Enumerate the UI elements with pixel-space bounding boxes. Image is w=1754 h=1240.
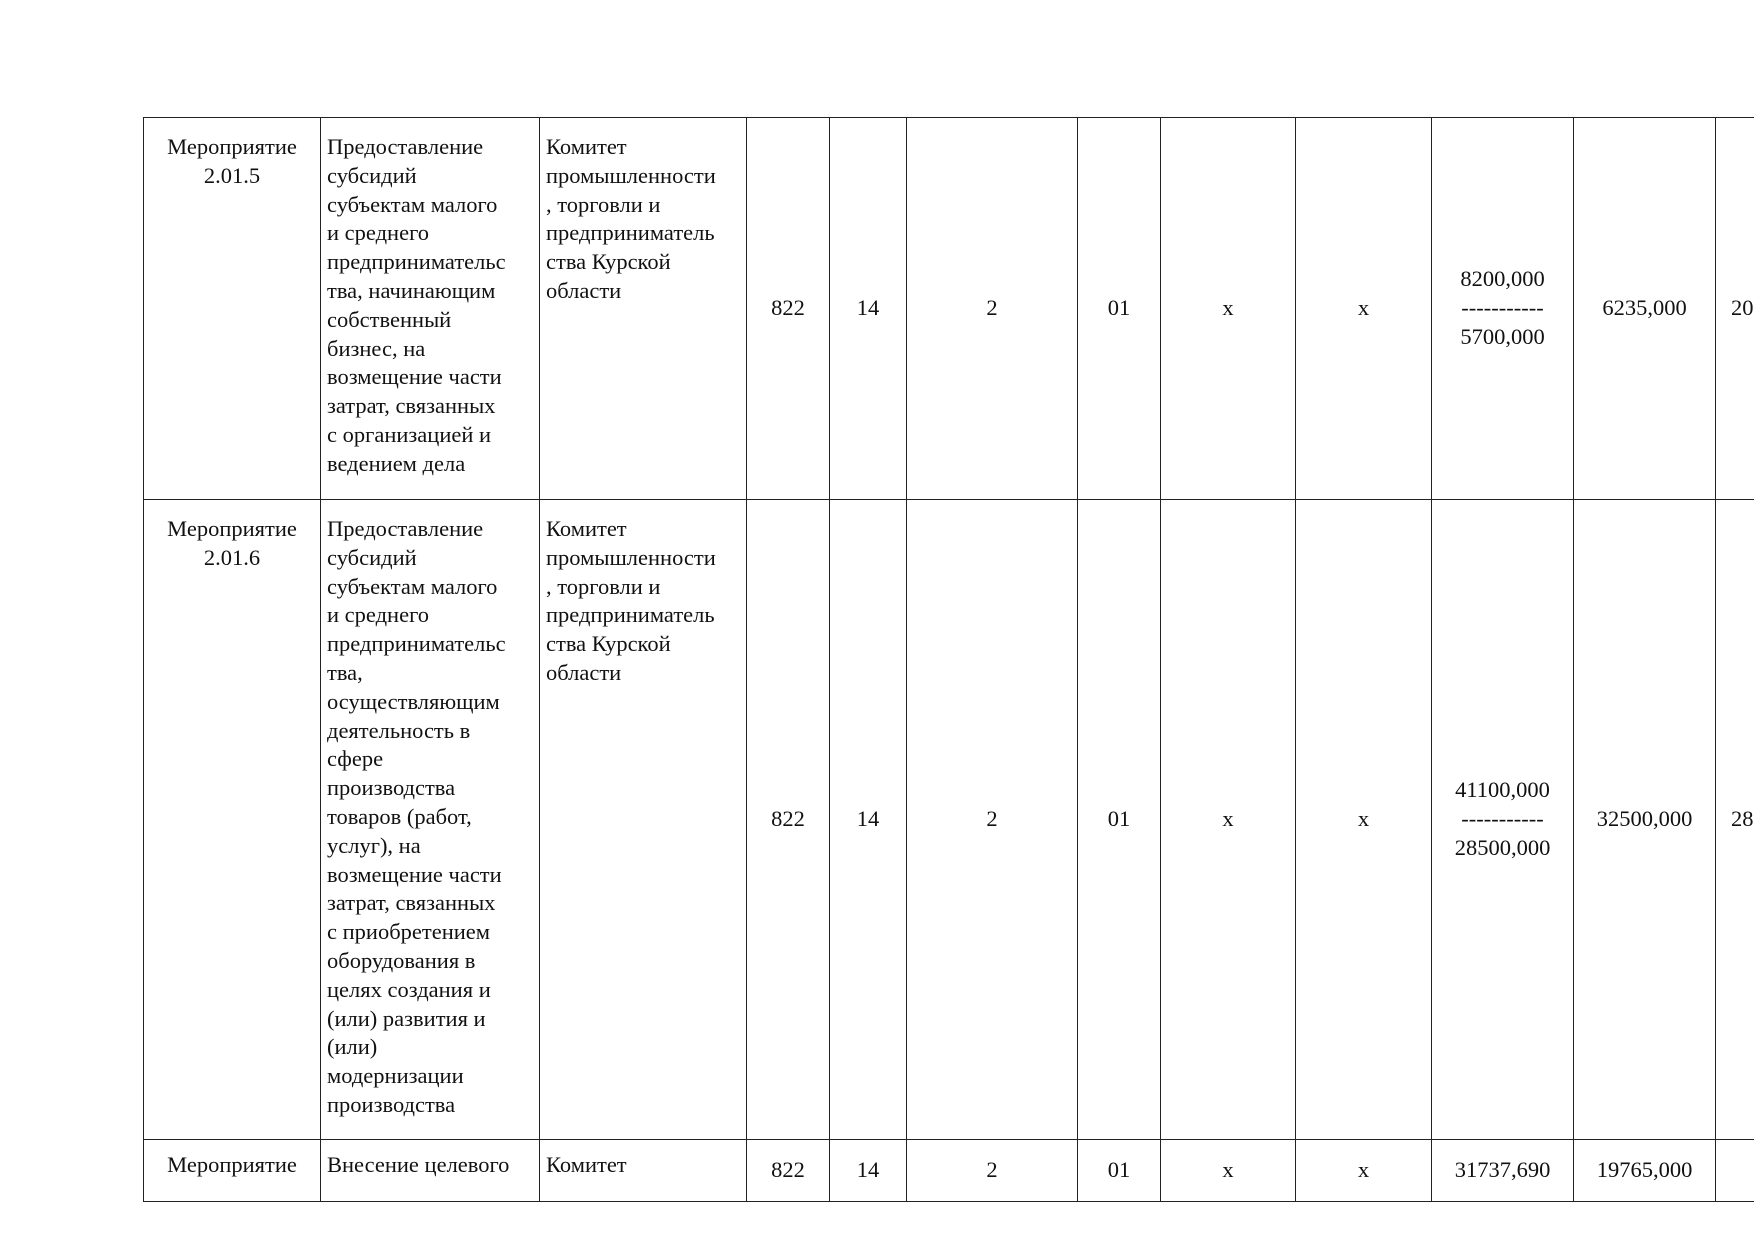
description-line: производства: [327, 1091, 456, 1117]
csr-code: 01: [1078, 500, 1161, 1140]
description-line: и среднего: [327, 220, 429, 246]
amount-separator: -----------: [1461, 295, 1544, 321]
rz-code: 14: [830, 500, 907, 1140]
description-line: Предоставление: [327, 134, 484, 159]
measure-description-cell: [321, 118, 540, 500]
executor-line: Комитет: [546, 516, 627, 541]
executor-line: ства Курской: [546, 631, 671, 657]
description-line: затрат, связанных: [327, 890, 496, 916]
amount-separator: -----------: [1461, 806, 1544, 832]
amount-cut-off: [1716, 1140, 1754, 1202]
vr-code: х: [1296, 118, 1432, 500]
executor-line: , торговли и: [546, 191, 661, 217]
description-line: собственный: [327, 306, 452, 332]
executor-line: промышленности: [546, 544, 716, 570]
measure-number: 2.01.5: [203, 162, 261, 188]
vr-code: х: [1296, 1140, 1432, 1202]
description-line: субъектам малого: [327, 191, 498, 217]
description-line: модернизации: [327, 1063, 464, 1089]
vr-code: х: [1161, 500, 1296, 1140]
measure-label: Мероприятие: [167, 134, 297, 159]
description-line: субсидий: [327, 162, 417, 188]
budget-table: [143, 117, 1754, 1202]
description-line: тва, начинающим: [327, 277, 496, 303]
description-line: товаров (работ,: [327, 803, 472, 829]
description-line: (или) развития и: [327, 1005, 486, 1031]
executor-line: Комитет: [546, 1152, 627, 1177]
description-line: затрат, связанных: [327, 393, 496, 419]
pr-code: 2: [907, 1140, 1078, 1202]
description-line: оборудования в: [327, 947, 476, 973]
amount-next-year: 19765,000: [1574, 1140, 1716, 1202]
measure-description-cell: [321, 1140, 540, 1202]
amount-next-year: 6235,000: [1574, 118, 1716, 500]
executor-line: предприниматель: [546, 602, 715, 628]
description-line: и среднего: [327, 602, 429, 628]
amount-actual: 28500,000: [1454, 834, 1551, 860]
vr-code: х: [1296, 500, 1432, 1140]
executor-line: области: [546, 277, 622, 303]
executor-cell: [540, 1140, 747, 1202]
amount-cell: 31737,690: [1432, 1140, 1574, 1202]
executor-line: Комитет: [546, 134, 627, 159]
description-line: производства: [327, 775, 456, 801]
grbs-code: 822: [747, 118, 830, 500]
description-line: возмещение части: [327, 861, 502, 887]
description-line: субъектам малого: [327, 573, 498, 599]
amount-cut-off: [1716, 118, 1754, 500]
description-line: предпринимательс: [327, 249, 506, 275]
description-line: ведением дела: [327, 450, 466, 476]
table-row: [144, 1140, 1754, 1202]
measure-label-cell: [144, 500, 321, 1140]
description-line: деятельность в: [327, 717, 471, 743]
csr-code: 01: [1078, 118, 1161, 500]
description-line: услуг), на: [327, 832, 421, 858]
grbs-code: 822: [747, 1140, 830, 1202]
executor-line: , торговли и: [546, 573, 661, 599]
description-line: возмещение части: [327, 364, 502, 390]
pr-code: 2: [907, 500, 1078, 1140]
measure-label-cell: [144, 118, 321, 500]
amount-cut-off: [1716, 500, 1754, 1140]
table-row: [144, 118, 1754, 500]
description-line: Внесение целевого: [327, 1152, 510, 1177]
amount-planned: 8200,000: [1460, 266, 1545, 292]
executor-line: ства Курской: [546, 249, 671, 275]
measure-description-cell: [321, 500, 540, 1140]
executor-line: промышленности: [546, 162, 716, 188]
description-line: целях создания и: [327, 976, 491, 1002]
executor-line: области: [546, 659, 622, 685]
measure-label-cell: [144, 1140, 321, 1202]
amount-planned: 41100,000: [1455, 777, 1550, 803]
description-line: (или): [327, 1034, 378, 1060]
description-line: сфере: [327, 746, 384, 772]
description-line: предпринимательс: [327, 631, 506, 657]
measure-label: Мероприятие: [167, 516, 297, 541]
description-line: бизнес, на: [327, 335, 426, 361]
amount-cell: [1432, 500, 1574, 1140]
cut-value: 28: [1731, 806, 1754, 832]
amount-next-year: 32500,000: [1574, 500, 1716, 1140]
description-line: субсидий: [327, 544, 417, 570]
description-line: тва,: [327, 659, 363, 685]
executor-line: предприниматель: [546, 220, 715, 246]
pr-code: 2: [907, 118, 1078, 500]
description-line: осуществляющим: [327, 688, 500, 714]
grbs-code: 822: [747, 500, 830, 1140]
csr-code: 01: [1078, 1140, 1161, 1202]
vr-code: х: [1161, 1140, 1296, 1202]
executor-cell: [540, 500, 747, 1140]
cut-value: 20: [1731, 295, 1754, 321]
description-line: с организацией и: [327, 421, 492, 447]
measure-label: Мероприятие: [167, 1152, 297, 1177]
amount-cell: [1432, 118, 1574, 500]
table-row: [144, 500, 1754, 1140]
executor-cell: [540, 118, 747, 500]
measure-number: 2.01.6: [203, 544, 261, 570]
amount-actual: 5700,000: [1460, 323, 1545, 349]
description-line: Предоставление: [327, 516, 484, 541]
rz-code: 14: [830, 1140, 907, 1202]
rz-code: 14: [830, 118, 907, 500]
description-line: с приобретением: [327, 919, 491, 945]
vr-code: х: [1161, 118, 1296, 500]
